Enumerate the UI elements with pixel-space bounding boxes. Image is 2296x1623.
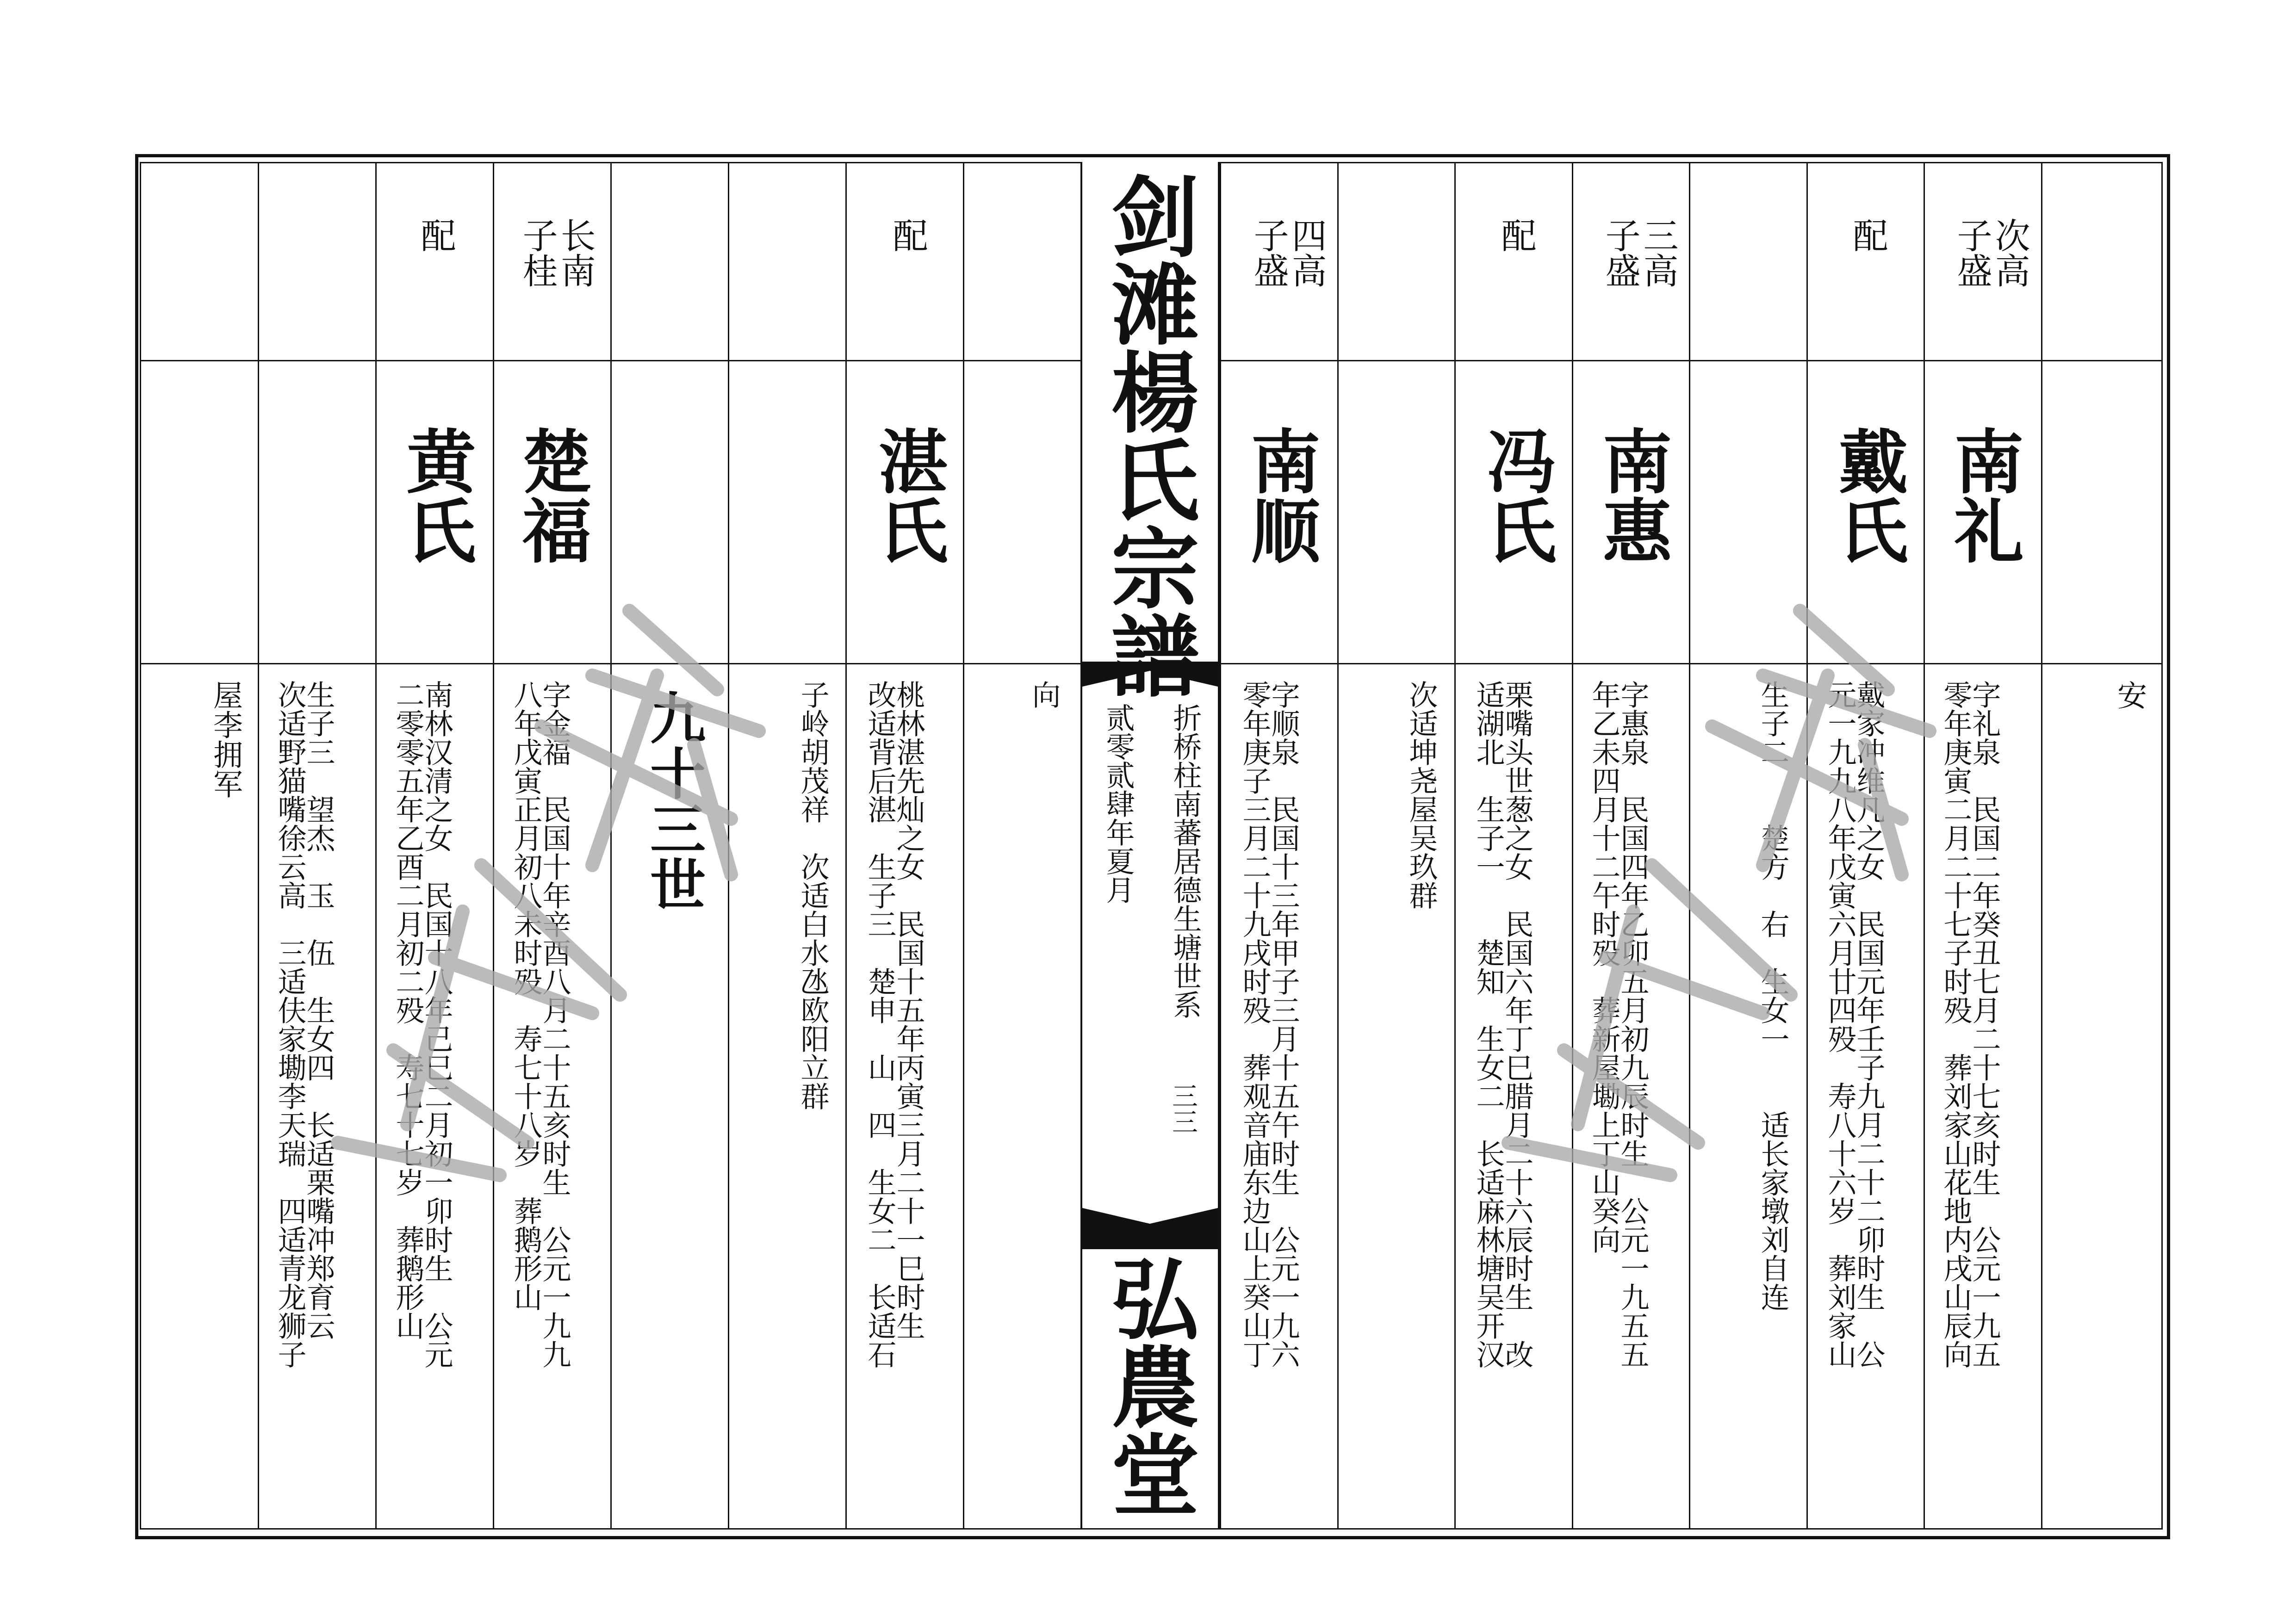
person-name: 戴氏: [1826, 426, 1907, 564]
person-bio: 向: [1027, 680, 1061, 709]
relation-label: 配: [415, 217, 457, 253]
person-bio: 桃林湛先灿之女 民国十五年丙寅三月二十一巳时生 改适背后湛 生子三 楚申 山 四 生女二 长适石: [863, 680, 925, 1369]
genealogy-title: 剑滩楊氏宗譜: [1097, 171, 1199, 699]
person-name: 楚福: [510, 426, 591, 564]
person-name: 湛氏: [866, 426, 947, 564]
person-name: 冯氏: [1475, 426, 1556, 564]
person-bio: 南林汉清之女 民国十八年己巳二月初一卯时生 公元 二零零五年乙酉二月初二殁 寿七十七岁 葬鹅形山: [391, 680, 453, 1369]
person-bio: 生子三 望杰 玉 伍 生女四 长适栗嘴冲郑育云 次适野猫嘴徐云高 三适伕家墈李天瑞 四适青龙狮子: [273, 680, 335, 1369]
person-bio: 次适坤尧屋吴玖群: [1404, 680, 1438, 910]
relation-label: 配: [887, 217, 929, 253]
relation-label: 配: [1496, 217, 1537, 253]
person-bio: 生子二 楚方 右 生女一 适长家墩刘自连: [1756, 680, 1790, 1311]
person-bio: 子岭胡茂祥 次适白水氹欧阳立群: [796, 680, 830, 1110]
person-name: 南礼: [1942, 426, 2023, 564]
spine-border-left: [1080, 162, 1082, 1528]
hall-name: 弘農堂: [1097, 1254, 1199, 1518]
generation-marker: 九十三世: [641, 689, 706, 911]
relation-label: 长南 子桂: [517, 217, 596, 288]
column-divider: [2041, 162, 2042, 1528]
person-name: 南顺: [1239, 426, 1320, 564]
relation-label: 次高 子盛: [1951, 217, 2031, 288]
person-bio: 字礼泉 民国二年癸丑七月二十七亥时生 公元一九五 零年庚寅二月二十七子时殁 葬刘家山花地内戌山辰向: [1939, 680, 2001, 1369]
relation-label: 配: [1847, 217, 1889, 253]
person-bio: 字惠泉 民国四年乙卯五月初九辰时生 公元一九五五 年乙未四月十二午时殁 葬新屋墈上丁山癸向: [1587, 680, 1650, 1369]
watermark-signature-left: [241, 578, 796, 1272]
compile-date: 贰零贰肆年夏月: [1101, 703, 1135, 904]
person-name: 南惠: [1590, 426, 1671, 564]
person-bio: 字金福 民国十年辛酉八月二十五亥时生 公元一九九 八年戊寅正月初八未时殁 寿七十八岁 葬鹅形山: [509, 680, 571, 1369]
spine-border-right: [1218, 162, 1220, 1528]
column-divider: [1220, 162, 1221, 1528]
right-margin-note: 安: [2112, 680, 2147, 710]
left-margin-note: 屋李拥军: [208, 680, 242, 799]
relation-label: 四高 子盛: [1248, 217, 1328, 288]
lineage-line: 折桥柱南蕃居德生塘世系: [1168, 703, 1202, 1019]
person-bio: 戴家冲维凡之女 民国元年壬子九月二十二卯时生 公 元一九九八年戊寅六月廿四殁 寿八十六岁 葬刘家山: [1823, 680, 1886, 1369]
watermark-signature-right: [1411, 578, 1967, 1272]
column-divider: [1337, 162, 1339, 1528]
person-name: 黄氏: [394, 426, 475, 564]
column-divider: [845, 162, 847, 1528]
page-number: 三三: [1168, 1083, 1198, 1134]
column-divider: [963, 162, 964, 1528]
person-bio: 栗嘴头世葱之女 民国六年丁巳腊月二十六辰时生 改 适湖北 生子一 楚知 生女二 长适麻林塘吴开汉: [1471, 680, 1534, 1369]
relation-label: 三高 子盛: [1600, 217, 1679, 288]
person-bio: 字顺泉 民国十三年甲子三月十五午时生 公元一九六 零年庚子三月二十九戌时殁 葬观音庙东边山上癸山丁: [1238, 680, 1300, 1369]
